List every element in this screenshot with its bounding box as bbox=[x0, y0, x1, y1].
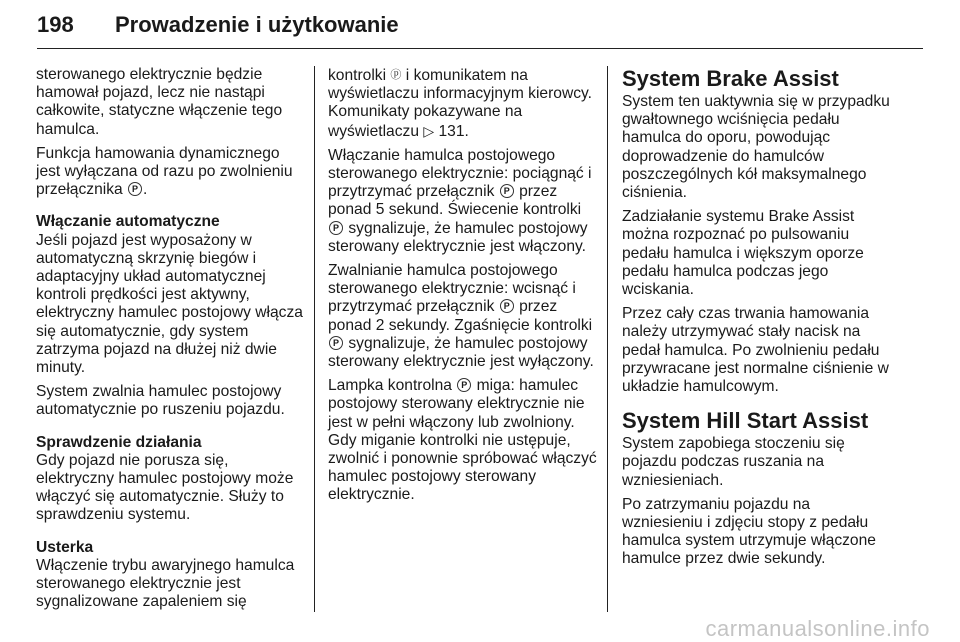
paragraph: System zapobiega stoczeniu się pojazdu podczas ruszania na wzniesieniach. bbox=[622, 435, 845, 489]
paragraph: Zadziałanie systemu Brake Assist można rozpoznać po pulsowaniu pedału hamulca i większym oporze pedału hamulca podczas jego wciskania. bbox=[622, 208, 864, 299]
paragraph: Włączanie hamulca postojowego sterowanego elektrycznie: pociągnąć i przytrzymać przełącznik P przez ponad 5 sekund. Świecenie kontrolki P sygnalizuje, że hamulec postojowy sterowany elektrycznie jest włączony. bbox=[328, 147, 598, 256]
paragraph: Jeśli pojazd jest wyposażony w automatyczną skrzynię biegów i adaptacyjny układ automatycznej kontroli prędkości jest aktywny, elektryczny hamulec postojowy włącza się automatycznie, gdy system zatrzyma pojazd na dłużej niż dwie minuty. bbox=[36, 231, 303, 377]
heading-hill-start-assist: System Hill Start Assist bbox=[622, 408, 869, 434]
paragraph: System zwalnia hamulec postojowy automatycznie po ruszeniu pojazdu. bbox=[36, 383, 285, 419]
paragraph: System ten uaktywnia się w przypadku gwałtownego wciśnięcia pedału hamulca do oporu, powodując doprowadzenie do hamulców poszczególnych kół maksymalnego ciśnienia. bbox=[622, 93, 890, 202]
parking-brake-icon bbox=[457, 378, 471, 392]
paragraph: Zwalnianie hamulca postojowego sterowanego elektrycznie: wcisnąć i przytrzymać przełącznik P przez ponad 2 sekundy. Zgaśnięcie kontrolki P sygnalizuje, że hamulec postojowy sterowany elektrycznie jest wyłączony. bbox=[328, 262, 598, 371]
column-divider bbox=[607, 66, 608, 612]
subheading-check: Sprawdzenie działania bbox=[36, 433, 202, 451]
parking-brake-icon bbox=[329, 221, 343, 235]
watermark: carmanualsonline.info bbox=[705, 616, 930, 641]
column-middle bbox=[328, 66, 598, 511]
paragraph: Lampka kontrolna P miga: hamulec postojowy sterowany elektrycznie nie jest w pełni włączony lub zwolniony. Gdy miganie kontrolki nie ustępuje, zwolnić i ponownie spróbować włączyć hamulec postojowy sterowany elektrycznie. bbox=[328, 377, 598, 504]
brake-fault-icon: ⓟ bbox=[390, 69, 402, 81]
subheading-auto: Włączanie automatyczne bbox=[36, 213, 220, 231]
parking-brake-icon bbox=[500, 184, 514, 198]
paragraph: kontrolki ⓟ i komunikatem na wyświetlaczu informacyjnym kierowcy. Komunikaty pokazywane na wyświetlaczu ▷ 131. bbox=[328, 67, 592, 140]
column-divider bbox=[314, 66, 315, 612]
paragraph: Gdy pojazd nie porusza się, elektryczny hamulec postojowy może włączyć się automatycznie. Służy to sprawdzeniu systemu. bbox=[36, 451, 294, 524]
parking-brake-icon bbox=[500, 299, 514, 313]
heading-brake-assist: System Brake Assist bbox=[622, 66, 839, 91]
parking-brake-icon bbox=[128, 182, 142, 196]
page-number: 198 bbox=[37, 12, 74, 37]
page-header bbox=[37, 2, 923, 49]
paragraph: sterowanego elektrycznie będzie hamował pojazd, lecz nie nastąpi całkowite, statyczne włączenie tego hamulca. bbox=[36, 66, 283, 138]
parking-brake-icon bbox=[329, 336, 343, 350]
page-reference-arrow-icon: ▷ bbox=[423, 122, 435, 139]
paragraph: Włączenie trybu awaryjnego hamulca sterowanego elektrycznie jest sygnalizowane zapaleniem się bbox=[36, 556, 295, 611]
column-left bbox=[36, 66, 304, 617]
column-right bbox=[622, 66, 894, 575]
page-title: Prowadzenie i użytkowanie bbox=[115, 12, 399, 37]
paragraph: Funkcja hamowania dynamicznego jest wyłączana od razu po zwolnieniu przełącznika P . bbox=[36, 145, 304, 200]
paragraph: Po zatrzymaniu pojazdu na wzniesieniu i zdjęciu stopy z pedału hamulca system utrzymuje włączone hamulce przez dwie sekundy. bbox=[622, 495, 876, 568]
paragraph: Przez cały czas trwania hamowania należy utrzymywać stały nacisk na pedał hamulca. Po zwolnieniu pedału przywracane jest normalne ciśnienie w układzie hamulcowym. bbox=[622, 305, 889, 396]
subheading-fault: Usterka bbox=[36, 538, 94, 556]
